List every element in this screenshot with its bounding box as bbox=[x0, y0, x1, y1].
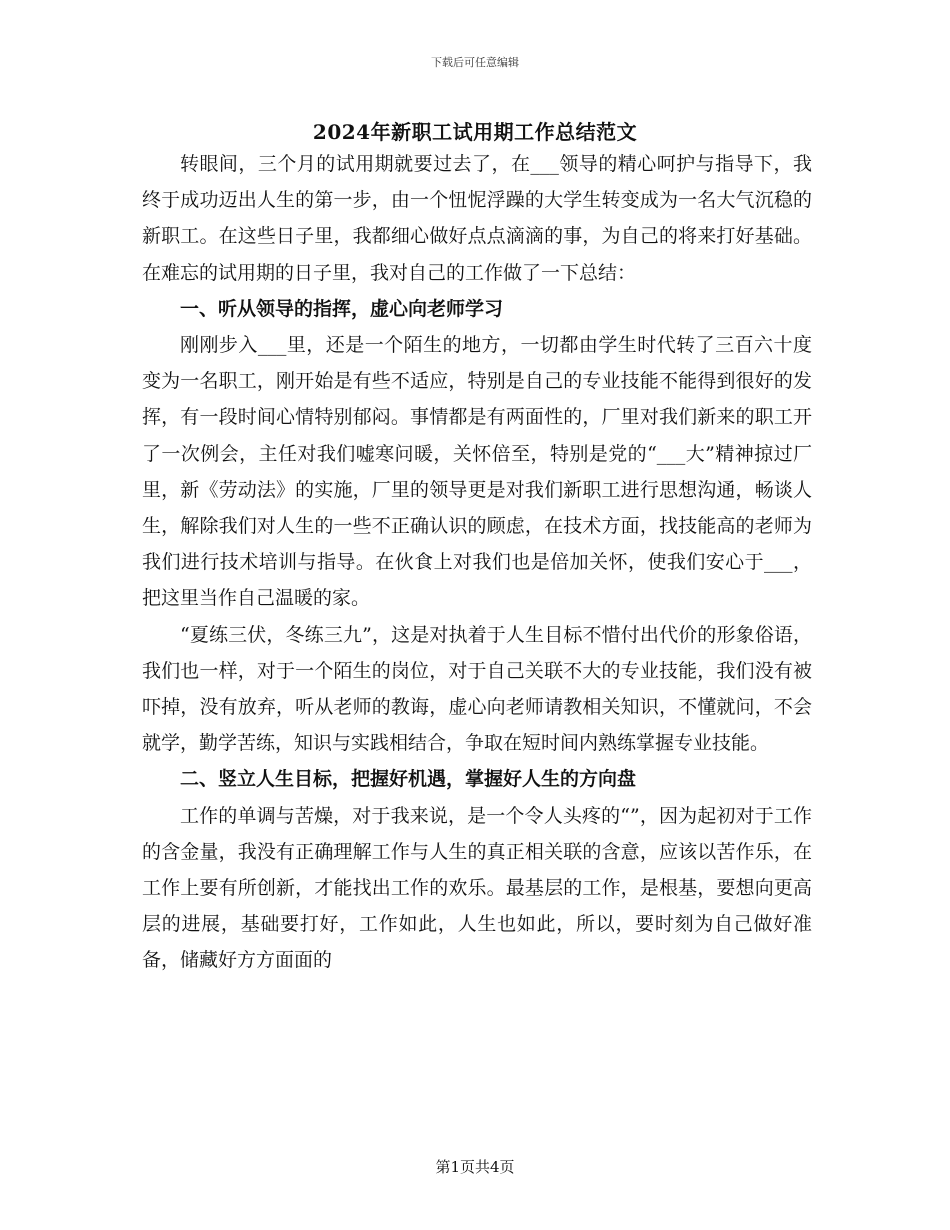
header-note: 下载后可任意编辑 bbox=[431, 56, 519, 69]
page-number: 第1页共4页 bbox=[435, 1158, 515, 1176]
paragraph-section1-a: 刚刚步入___里，还是一个陌生的地方，一切都由学生时代转了三百六十度变为一名职工，刚开始是有些不适应，特别是自己的专业技能不能得到很好的发挥，有一段时间心情特别郁闷。事情都是有两面性的，厂里对我们新来的职工开了一次例会，主任对我们嘘寒问暖，关怀倍至，特别是党的“___大”精神掠过厂里，新《劳动法》的实施，厂里的领导更是对我们新职工进行思想沟通，畅谈人生，解除我们对人生的一些不正确认识的顾虑，在技术方面，找技能高的老师为我们进行技术培训与指导。在伙食上对我们也是倍加关怀，使我们安心于___，把这里当作自己温暖的家。 bbox=[142, 334, 812, 610]
paragraph-intro: 转眼间，三个月的试用期就要过去了，在___领导的精心呵护与指导下，我终于成功迈出人生的第一步，由一个忸怩浮躁的大学生转变成为一名大气沉稳的新职工。在这些日子里，我都细心做好点点滴滴的事，为自己的将来打好基础。在难忘的试用期的日子里，我对自己的工作做了一下总结： bbox=[142, 153, 812, 284]
section-heading-1: 一、听从领导的指挥，虚心向老师学习 bbox=[180, 297, 504, 320]
document-title: 2024年新职工试用期工作总结范文 bbox=[312, 120, 638, 144]
paragraph-section1-b: “夏练三伏，冬练三九”，这是对执着于人生目标不惜付出代价的形象俗语，我们也一样，对于一个陌生的岗位，对于自己关联不大的专业技能，我们没有被吓掉，没有放弃，听从老师的教诲，虚心向老师请教相关知识，不懂就问，不会就学，勤学苦练，知识与实践相结合，争取在短时间内熟练掌握专业技能。 bbox=[142, 623, 812, 755]
paragraph-section2-a: 工作的单调与苦燥，对于我来说，是一个令人头疼的“”，因为起初对于工作的含金量，我没有正确理解工作与人生的真正相关联的含意，应该以苦作乐，在工作上要有所创新，才能找出工作的欢乐。最基层的工作，是根基，要想向更高层的进展，基础要打好，工作如此，人生也如此，所以，要时刻为自己做好准备，储藏好方方面面的 bbox=[142, 804, 812, 972]
section-heading-2: 二、竖立人生目标，把握好机遇，掌握好人生的方向盘 bbox=[180, 768, 637, 791]
document-body bbox=[142, 146, 812, 979]
